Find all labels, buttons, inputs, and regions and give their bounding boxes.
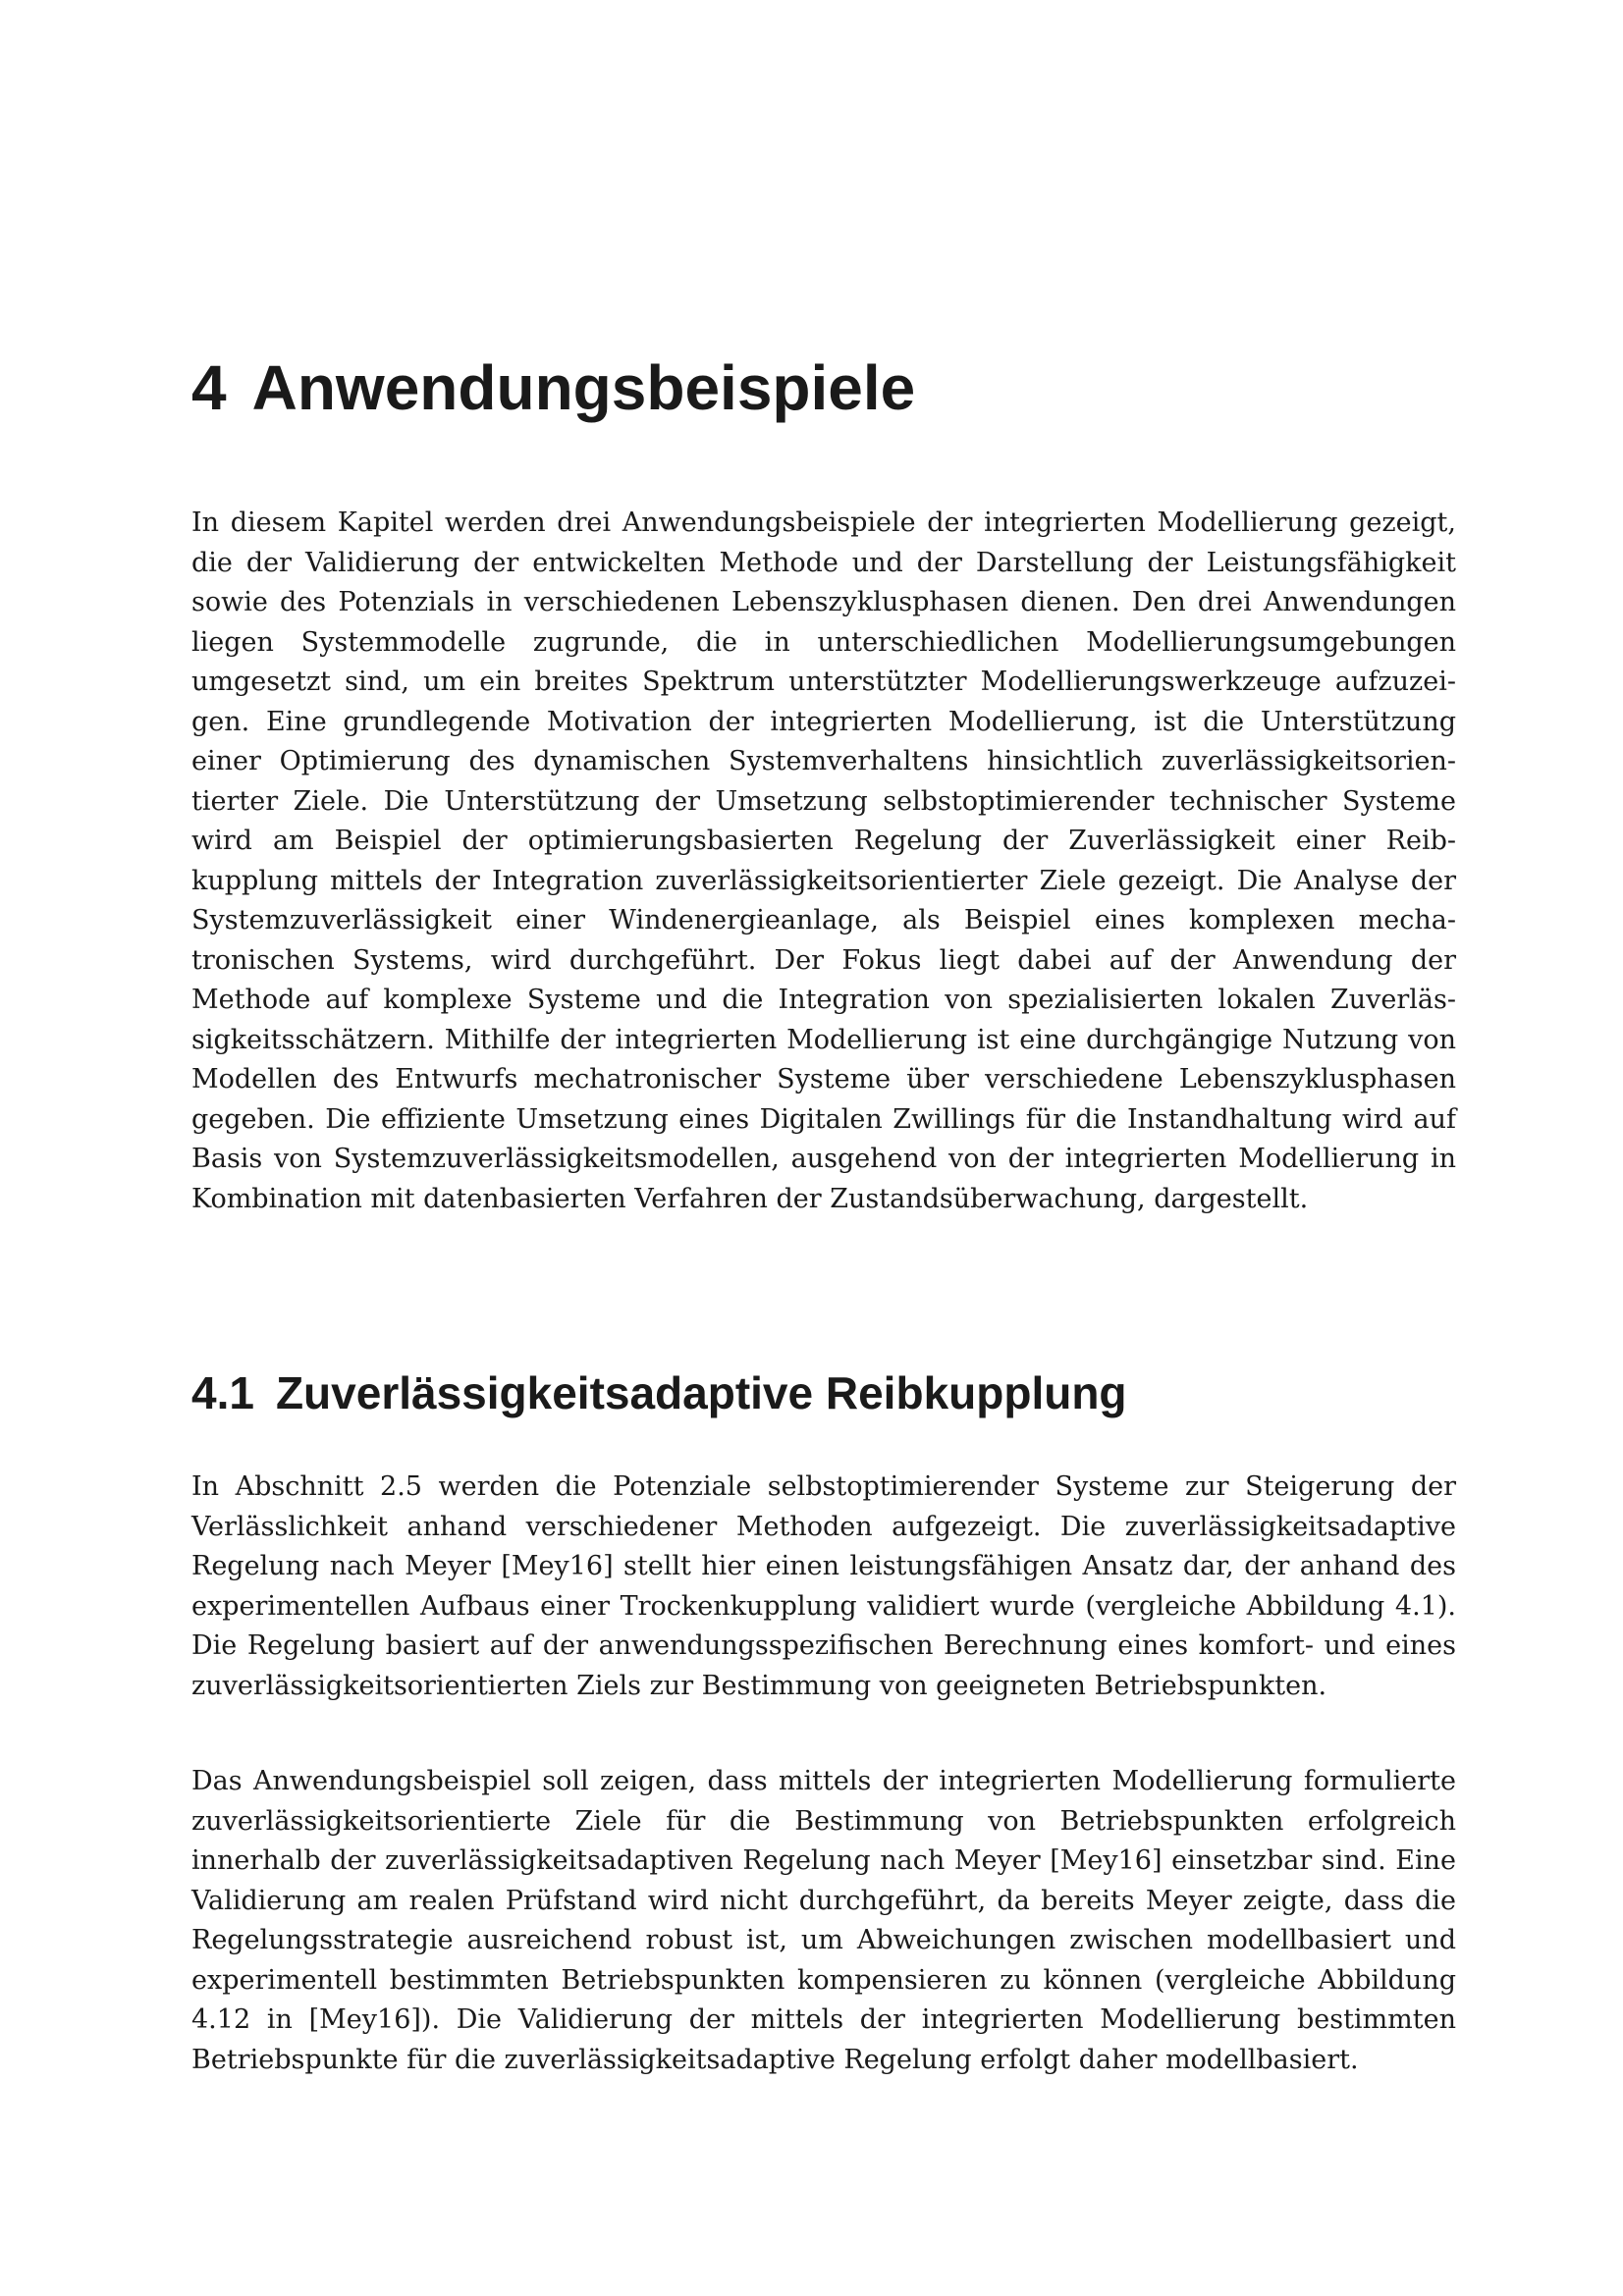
- section-heading: [191, 1363, 1127, 1422]
- chapter-heading: [191, 348, 915, 427]
- chapter-title-text: Anwendungsbeispiele: [251, 352, 916, 423]
- section-paragraph: Das Anwendungsbeispiel soll zeigen, dass mittels der integrierten Modellierung formulierte zuverlässigkeitsorientierte Ziele für die Bestimmung von Betriebspunkten erfolgreich innerhalb der zuverlässigkeitsadaptiven Regelung nach Meyer [Mey16] einsetzbar sind. Eine Validierung am realen Prüfstand wird nicht durchgeführt, da bereits Meyer zeigte, dass die Regelungsstrategie ausreichend robust ist, um Abweichungen zwischen modellbasiert und experimentell bestimmten Betriebspunkten kompensieren zu können (vergleiche Abbildung 4.12 in [Mey16]). Die Validierung der mittels der integrierten Modellierung bestimmten Betriebspunkte für die zuverlässigkeitsadaptive Regelung erfolgt daher modellbasiert.: [191, 1766, 1456, 2075]
- chapter-number: 4: [191, 352, 227, 423]
- chapter-intro-paragraph: In diesem Kapitel werden drei Anwendungsbeispiele der integrierten Modellierung gezeigt, die der Validierung der entwickelten Methode und der Darstellung der Leistungsfähigkeit sowie des Potenzials in verschiedenen Lebenszyklusphasen dienen. Den drei Anwendungen liegen Systemmodelle zugrunde, die in unterschiedlichen Modellierungsumgebungen umgesetzt sind, um ein breites Spektrum unterstützter Modellierungswerkzeuge aufzuzeigen. Eine grundlegende Motivation der integrierten Modellierung, ist die Unterstützung einer Optimierung des dynamischen Systemverhaltens hinsichtlich zuverlässigkeitsorientierter Ziele. Die Unterstützung der Umsetzung selbstoptimierender technischer Systeme wird am Beispiel der optimierungsbasierten Regelung der Zuverlässigkeit einer Reibkupplung mittels der Integration zuverlässigkeitsorientierter Ziele gezeigt. Die Analyse der Systemzuverlässigkeit einer Windenergieanlage, als Beispiel eines komplexen mechatronischen Systems, wird durchgeführt. Der Fokus liegt dabei auf der Anwendung der Methode auf komplexe Systeme und die Integration von spezialisierten lokalen Zuverlässigkeitsschätzern. Mithilfe der integrierten Modellierung ist eine durchgängige Nutzung von Modellen des Entwurfs mechatronischer Systeme über verschiedene Lebenszyklusphasen gegeben. Die effiziente Umsetzung eines Digitalen Zwillings für die Instandhaltung wird auf Basis von Systemzuverlässigkeitsmodellen, ausgehend von der integrierten Modellierung in Kombination mit datenbasierten Verfahren der Zustandsüberwachung, dargestellt.: [191, 507, 1456, 1214]
- section-paragraph: In Abschnitt 2.5 werden die Potenziale selbstoptimierender Systeme zur Steigerung der Verlässlichkeit anhand verschiedener Methoden aufgezeigt. Die zuverlässigkeitsadaptive Regelung nach Meyer [Mey16] stellt hier einen leistungsfähigen Ansatz dar, der anhand des experimentellen Aufbaus einer Trockenkupplung validiert wurde (vergleiche Abbildung 4.1). Die Regelung basiert auf der anwendungsspezifischen Berechnung eines komfort- und eines zuverlässigkeitsorientierten Ziels zur Bestimmung von geeigneten Betriebspunkten.: [191, 1471, 1456, 1701]
- section-title-text: Zuverlässigkeitsadaptive Reibkupplung: [275, 1367, 1127, 1418]
- section-number: 4.1: [191, 1367, 254, 1418]
